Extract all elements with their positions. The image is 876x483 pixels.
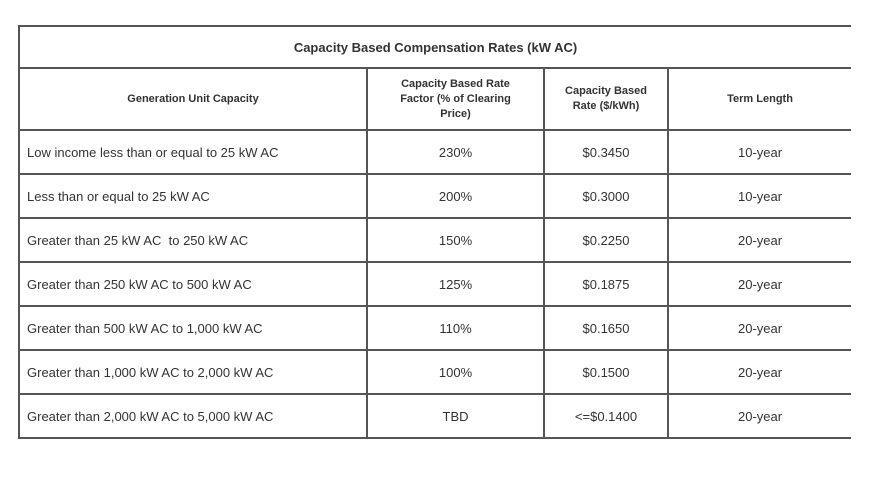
cell-capacity: Greater than 500 kW AC to 1,000 kW AC [19,306,367,350]
header-term-length [668,68,851,130]
table-row [19,174,851,218]
cell-rate-factor: 200% [367,174,544,218]
cell-capacity: Greater than 2,000 kW AC to 5,000 kW AC [19,394,367,438]
table-row [19,262,851,306]
header-generation-unit-capacity [19,68,367,130]
cell-rate: $0.1650 [544,306,668,350]
cell-term: 20-year [668,394,851,438]
header-label: Capacity Based Rate ($/kWh) [565,85,647,112]
header-label: Capacity Based Rate Factor (% of Clearing Price) [400,77,511,120]
cell-rate: $0.1500 [544,350,668,394]
cell-rate-factor: TBD [367,394,544,438]
cell-capacity: Greater than 1,000 kW AC to 2,000 kW AC [19,350,367,394]
table-row [19,350,851,394]
cell-capacity: Greater than 25 kW AC to 250 kW AC [19,218,367,262]
table-title-row [19,26,851,68]
header-label: Term Length [727,92,793,105]
compensation-rates-table [18,25,851,439]
cell-capacity: Less than or equal to 25 kW AC [19,174,367,218]
cell-rate-factor: 125% [367,262,544,306]
cell-rate: $0.1875 [544,262,668,306]
table-row [19,306,851,350]
cell-term: 10-year [668,174,851,218]
header-label: Generation Unit Capacity [127,92,259,105]
table-row [19,218,851,262]
cell-rate-factor: 100% [367,350,544,394]
table-row [19,130,851,174]
cell-rate-factor: 150% [367,218,544,262]
cell-rate: $0.3000 [544,174,668,218]
cell-rate: $0.2250 [544,218,668,262]
header-capacity-rate [544,68,668,130]
header-rate-factor [367,68,544,130]
cell-term: 10-year [668,130,851,174]
table-header-row [19,68,851,130]
cell-term: 20-year [668,306,851,350]
cell-term: 20-year [668,218,851,262]
cell-term: 20-year [668,262,851,306]
cell-capacity: Low income less than or equal to 25 kW AC [19,130,367,174]
cell-term: 20-year [668,350,851,394]
cell-rate: <=$0.1400 [544,394,668,438]
cell-rate-factor: 110% [367,306,544,350]
cell-capacity: Greater than 250 kW AC to 500 kW AC [19,262,367,306]
compensation-table-container [18,25,851,445]
table-title: Capacity Based Compensation Rates (kW AC) [19,26,851,68]
table-row [19,394,851,438]
cell-rate-factor: 230% [367,130,544,174]
cell-rate: $0.3450 [544,130,668,174]
